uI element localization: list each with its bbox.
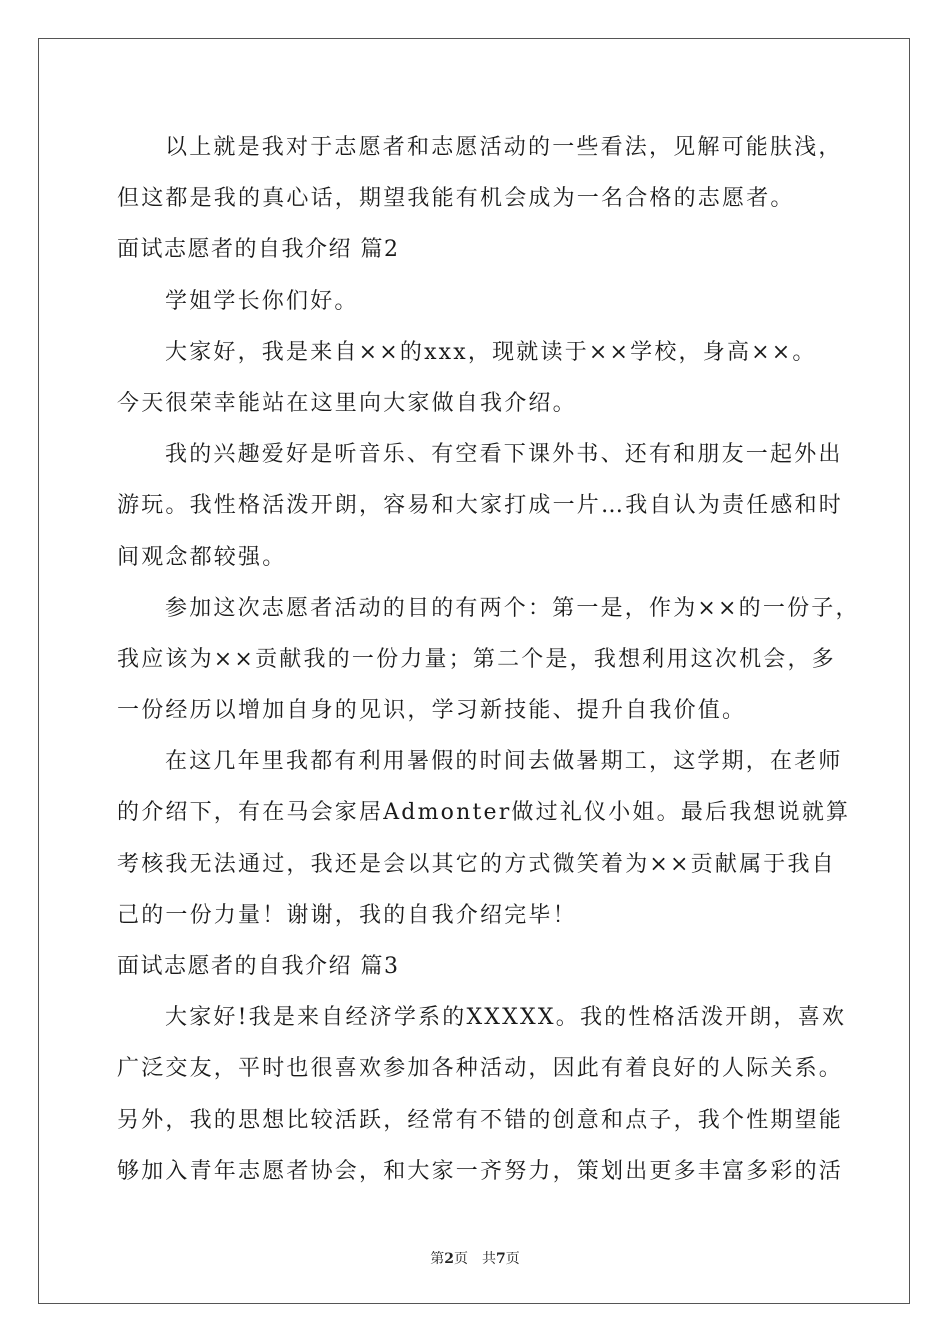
footer-page-unit: 页 (454, 1251, 468, 1267)
page-footer (0, 1248, 950, 1268)
text-line: 另外，我的思想比较活跃，经常有不错的创意和点子，我个性期望能 (117, 1107, 844, 1133)
text-line: 今天很荣幸能站在这里向大家做自我介绍。 (117, 390, 577, 416)
total-page-number: 7 (496, 1251, 506, 1267)
text-line: 间观念都较强。 (117, 544, 287, 570)
current-page-number: 2 (444, 1251, 454, 1267)
section-heading: 面试志愿者的自我介绍 篇2 (117, 237, 400, 263)
section-heading: 面试志愿者的自我介绍 篇3 (117, 954, 400, 979)
text-line: 大家好，我是来自××的xxx，现就读于××学校，身高××。 (165, 339, 817, 365)
text-line: 以上就是我对于志愿者和志愿活动的一些看法，见解可能肤浅， (165, 135, 843, 160)
text-line: 的介绍下，有在马会家居Admonter做过礼仪小姐。最后我想说就算 (117, 800, 851, 826)
footer-total-prefix: 共 (482, 1251, 496, 1267)
text-line: 己的一份力量！谢谢，我的自我介绍完毕！ (117, 902, 577, 928)
text-line: 在这几年里我都有利用暑假的时间去做暑期工，这学期，在老师 (165, 749, 843, 775)
text-line: 学姐学长你们好。 (165, 288, 359, 314)
text-line: 一份经历以增加自身的见识，学习新技能、提升自我价值。 (117, 698, 747, 724)
text-line: 游玩。我性格活泼开朗，容易和大家打成一片…我自认为责任感和时 (117, 493, 844, 519)
footer-prefix: 第 (430, 1251, 445, 1267)
text-line: 够加入青年志愿者协会，和大家一齐努力，策划出更多丰富多彩的活 (117, 1158, 844, 1184)
text-line: 但这都是我的真心话，期望我能有机会成为一名合格的志愿者。 (117, 186, 795, 212)
text-line: 大家好!我是来自经济学系的XXXXX。我的性格活泼开朗，喜欢 (165, 1005, 847, 1031)
text-line: 广泛交友，平时也很喜欢参加各种活动，因此有着良好的人际关系。 (117, 1056, 844, 1082)
footer-total-unit: 页 (505, 1251, 520, 1267)
text-line: 我的兴趣爱好是听音乐、有空看下课外书、还有和朋友一起外出 (165, 442, 843, 468)
text-line: 考核我无法通过，我还是会以其它的方式微笑着为××贡献属于我自 (117, 851, 836, 877)
text-line: 我应该为××贡献我的一份力量；第二个是，我想利用这次机会，多 (117, 646, 836, 672)
text-line: 参加这次志愿者活动的目的有两个：第一是，作为××的一份子， (165, 595, 860, 621)
document-body (117, 126, 860, 1201)
